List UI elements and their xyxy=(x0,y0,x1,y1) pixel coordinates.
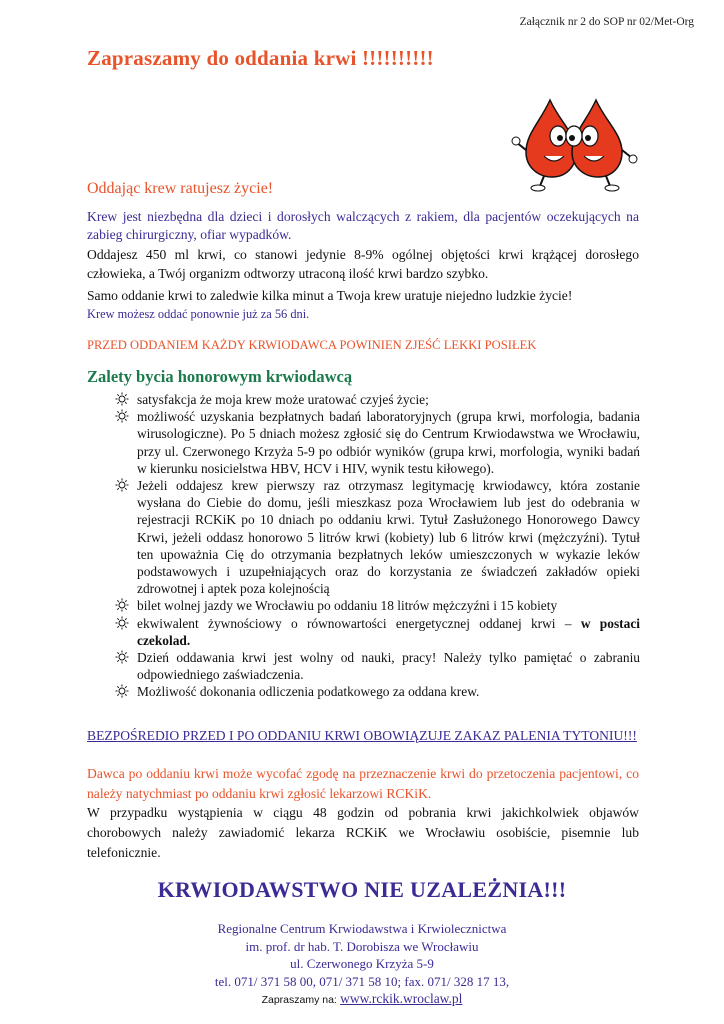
invite-label: Zapraszamy na: xyxy=(261,994,337,1006)
footer-line-1: Regionalne Centrum Krwiodawstwa i Krwiolecznictwa xyxy=(217,921,507,936)
sun-bullet-icon xyxy=(115,392,129,406)
list-item-text: satysfakcja że moja krew może uratować czyjeś życie; xyxy=(137,392,429,407)
sun-bullet-icon xyxy=(115,650,129,664)
intro-paragraph-2: Oddajesz 450 ml krwi, co stanowi jedynie 8-9% ogólnej objętości krwi krążącej dorosłego człowieka, a Twój organizm odtworzy utraconą ilość krwi bardzo szybko. xyxy=(87,247,639,281)
list-item xyxy=(115,615,640,649)
main-title: Zapraszamy do oddania krwi !!!!!!!!!! xyxy=(87,46,434,70)
list-item-text: bilet wolnej jazdy we Wrocławiu po oddaniu 18 litrów mężczyźni i 15 kobiety xyxy=(137,598,558,614)
list-item xyxy=(115,597,640,614)
footer-line-2: im. prof. dr hab. T. Dorobisza we Wrocławiu xyxy=(245,938,479,954)
list-item-text: ekwiwalent żywnościowy o równowartości energetycznej oddanej krwi – xyxy=(137,615,572,631)
blood-drop-mascots-icon xyxy=(510,92,640,192)
intro-paragraph-4: Krew możesz oddać ponownie już za 56 dni. xyxy=(87,307,310,321)
slogan: KRWIODAWSTWO NIE UZALEŻNIA!!! xyxy=(157,877,567,902)
sun-bullet-icon xyxy=(115,478,129,492)
list-item xyxy=(115,391,640,408)
sun-bullet-icon xyxy=(115,684,129,698)
list-item xyxy=(115,477,640,597)
footer-website-line xyxy=(0,990,724,1010)
website-link[interactable]: www.rckik.wroclaw.pl xyxy=(340,991,463,1006)
smoking-warning: BEZPOŚREDIO PRZED I PO ODDANIU KRWI OBOWIĄZUJE ZAKAZ PALENIA TYTONIU!!! xyxy=(87,728,637,743)
list-item xyxy=(115,649,640,683)
footer-line-4: tel. 071/ 371 58 00, 071/ 371 58 10; fax. 071/ 328 17 13, xyxy=(214,973,510,989)
benefits-list xyxy=(115,391,640,701)
list-item-text: możliwość uzyskania bezpłatnych badań laboratoryjnych (grupa krwi, morfologia, badania wirusologiczne). Po 5 dniach możesz zgłosić się do Centrum Krwiodawstwa we Wrocławiu, przy ul. Czerwonego Krzyża 5-9 po odbiór wyników (grupa krwi, morfologia, wyniki badań w kierunku nosicielstwa HBV, HCV i HIV, wynik testu kiłowego). xyxy=(137,409,640,476)
symptoms-notice: W przypadku wystąpienia w ciągu 48 godzin od pobrania krwi jakichkolwiek objawów chorobowych należy zawiadomić lekarza RCKiK we Wrocławiu osobiście, pisemnie lub telefonicznie. xyxy=(87,805,639,860)
intro-paragraph-1: Krew jest niezbędna dla dzieci i dorosłych walczących z rakiem, dla pacjentów oczekujących na zabieg chirurgiczny, ofiar wypadków. xyxy=(87,209,639,242)
list-item-text: Dzień oddawania krwi jest wolny od nauki, pracy! Należy tylko pamiętać o zabraniu odpowiedniego zaświadczenia. xyxy=(137,650,640,683)
list-item-text: Jeżeli oddajesz krew pierwszy raz otrzymasz legitymację krwiodawcy, która zostanie wysłana do Ciebie do domu, jeśli mieszkasz poza Wrocławiem lub jest do odebrania w rejestracji RCKiK po 10 dniach po oddaniu krwi. Tytuł Zasłużonego Honorowego Dawcy Krwi, jeżeli oddasz honorowo 5 litrów krwi (kobiety) lub 6 litrów krwi (mężczyźni). Tytuł ten upoważnia Cię do otrzymania bezpłatnych leków umieszczonych w wykazie leków podstawowych i uzupełniających oraz do korzystania ze świadczeń zakładów opieki zdrowotnej i aptek poza kolejnością xyxy=(137,478,640,597)
footer-address xyxy=(0,920,724,1010)
sun-bullet-icon xyxy=(115,616,129,630)
attachment-note: Załącznik nr 2 do SOP nr 02/Met-Org xyxy=(519,16,694,28)
subtitle: Oddając krew ratujesz życie! xyxy=(87,180,274,197)
benefits-heading: Zalety bycia honorowym krwiodawcą xyxy=(87,367,353,386)
intro-paragraph-3: Samo oddanie krwi to zaledwie kilka minut a Twoja krew uratuje niejedno ludzkie życie! xyxy=(87,288,573,303)
meal-notice: PRZED ODDANIEM KAŻDY KRWIODAWCA POWINIEN ZJEŚĆ LEKKI POSIŁEK xyxy=(87,338,537,352)
consent-notice: Dawca po oddaniu krwi może wycofać zgodę na przeznaczenie krwi do przetoczenia pacjentowi, co należy natychmiast po oddaniu krwi zgłosić lekarzowi RCKiK. xyxy=(87,766,639,801)
list-item-text: Możliwość dokonania odliczenia podatkowego za oddana krew. xyxy=(137,684,480,700)
list-item xyxy=(115,408,640,477)
sun-bullet-icon xyxy=(115,409,129,423)
footer-line-3: ul. Czerwonego Krzyża 5-9 xyxy=(290,956,434,971)
list-item xyxy=(115,683,640,700)
list-item-bold-text: w postaci czekolad. xyxy=(137,615,640,648)
sun-bullet-icon xyxy=(115,598,129,612)
